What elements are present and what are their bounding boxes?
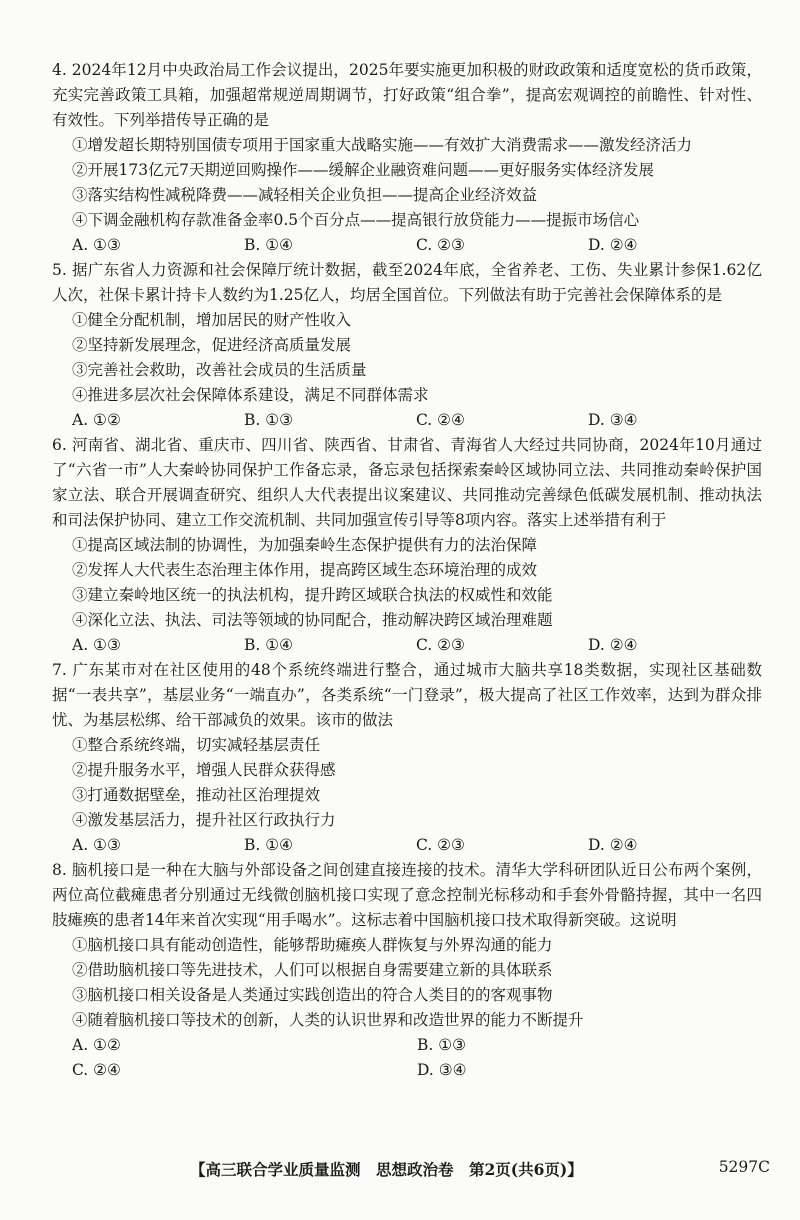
exam-page [52, 58, 762, 1083]
answer-c: C. ②③ [416, 236, 465, 254]
question-stem: 6. 河南省、湖北省、重庆市、四川省、陕西省、甘肃省、青海省人大经过共同协商，2024年10月通过了“六省一市”人大秦岭协同保护工作备忘录，备忘录包括探索秦岭区域协同立法、共同推动秦岭保护国家立法、联合开展调查研究、组织人大代表提出议案建议、共同推动完善绿色低碳发展机制、推动执法和司法保护协同、建立工作交流机制、共同加强宣传引导等8项内容。落实上述举措有利于 [52, 436, 762, 529]
answer-a: A. ①③ [72, 236, 121, 254]
question-7 [52, 658, 762, 858]
answer-b: B. ①④ [244, 236, 294, 254]
option: ②开展173亿元7天期逆回购操作——缓解企业融资难问题——更好服务实体经济发展 [72, 161, 654, 179]
answer-d: D. ②④ [588, 636, 638, 654]
answer-choices [72, 233, 762, 258]
answer-b: B. ①③ [417, 1036, 467, 1054]
footer-label: 【高三联合学业质量监测 思想政治卷 第2页(共6页)】 [190, 1160, 583, 1179]
answer-d: D. ②④ [588, 836, 638, 854]
option: ④深化立法、执法、司法等领域的协同配合，推动解决跨区域治理难题 [72, 611, 553, 629]
page-footer [190, 1158, 770, 1180]
option: ④下调金融机构存款准备金率0.5个百分点——提高银行放贷能力——提振市场信心 [72, 211, 640, 229]
answer-b: B. ①③ [244, 411, 294, 429]
option: ②提升服务水平，增强人民群众获得感 [72, 761, 336, 779]
answer-a: A. ①② [72, 411, 121, 429]
question-stem: 8. 脑机接口是一种在大脑与外部设备之间创建直接连接的技术。清华大学科研团队近日公布两个案例，两位高位截瘫患者分别通过无线微创脑机接口实现了意念控制光标移动和手套外骨骼持握，其中一名四肢瘫痪的患者14年来首次实现“用手喝水”。这标志着中国脑机接口技术取得新突破。这说明 [52, 861, 762, 929]
answer-d: D. ②④ [588, 236, 638, 254]
question-stem: 4. 2024年12月中央政治局工作会议提出，2025年要实施更加积极的财政政策和适度宽松的货币政策，充实完善政策工具箱，加强超常规逆周期调节，打好政策“组合拳”，提高宏观调控的前瞻性、针对性、有效性。下列举措传导正确的是 [52, 61, 762, 129]
question-4 [52, 58, 762, 258]
option: ③打通数据壁垒，推动社区治理提效 [72, 786, 321, 804]
option: ④推进多层次社会保障体系建设，满足不同群体需求 [72, 386, 429, 404]
answer-choices [72, 1033, 762, 1083]
answer-c: C. ②③ [416, 836, 465, 854]
answer-choices [72, 633, 762, 658]
option: ③脑机接口相关设备是人类通过实践创造出的符合人类目的的客观事物 [72, 986, 553, 1004]
question-stem: 7. 广东某市对在社区使用的48个系统终端进行整合，通过城市大脑共享18类数据，实现社区基础数据“一表共享”，基层业务“一端直办”，各类系统“一门登录”，极大提高了社区工作效率，达到为群众排忧、为基层松绑、给干部减负的效果。该市的做法 [52, 661, 762, 729]
option: ③完善社会救助，改善社会成员的生活质量 [72, 361, 367, 379]
answer-c: C. ②④ [72, 1061, 121, 1079]
answer-d: D. ③④ [588, 411, 638, 429]
option: ①增发超长期特别国债专项用于国家重大战略实施——有效扩大消费需求——激发经济活力 [72, 136, 693, 154]
answer-a: A. ①③ [72, 836, 121, 854]
answer-choices [72, 408, 762, 433]
option: ④随着脑机接口等技术的创新，人类的认识世界和改造世界的能力不断提升 [72, 1011, 584, 1029]
answer-c: C. ②③ [416, 636, 465, 654]
answer-choices [72, 833, 762, 858]
option: ①脑机接口具有能动创造性，能够帮助瘫痪人群恢复与外界沟通的能力 [72, 936, 553, 954]
option: ②借助脑机接口等先进技术，人们可以根据自身需要建立新的具体联系 [72, 961, 553, 979]
answer-b: B. ①④ [244, 636, 294, 654]
option: ③建立秦岭地区统一的执法机构，提升跨区域联合执法的权威性和效能 [72, 586, 553, 604]
option: ①健全分配机制，增加居民的财产性收入 [72, 311, 352, 329]
option: ①整合系统终端，切实减轻基层责任 [72, 736, 321, 754]
answer-d: D. ③④ [417, 1061, 467, 1079]
option: ②发挥人大代表生态治理主体作用，提高跨区域生态环境治理的成效 [72, 561, 538, 579]
option: ②坚持新发展理念，促进经济高质量发展 [72, 336, 352, 354]
answer-c: C. ②④ [416, 411, 465, 429]
option: ③落实结构性减税降费——减轻相关企业负担——提高企业经济效益 [72, 186, 538, 204]
question-5 [52, 258, 762, 433]
option: ①提高区域法制的协调性，为加强秦岭生态保护提供有力的法治保障 [72, 536, 538, 554]
answer-a: A. ①② [72, 1036, 121, 1054]
question-8 [52, 858, 762, 1083]
footer-code: 5297C [718, 1158, 770, 1176]
question-stem: 5. 据广东省人力资源和社会保障厅统计数据，截至2024年底，全省养老、工伤、失业累计参保1.62亿人次，社保卡累计持卡人数约为1.25亿人，均居全国首位。下列做法有助于完善社会保障体系的是 [52, 261, 762, 304]
answer-a: A. ①③ [72, 636, 121, 654]
answer-b: B. ①④ [244, 836, 294, 854]
question-6 [52, 433, 762, 658]
option: ④激发基层活力，提升社区行政执行力 [72, 811, 336, 829]
